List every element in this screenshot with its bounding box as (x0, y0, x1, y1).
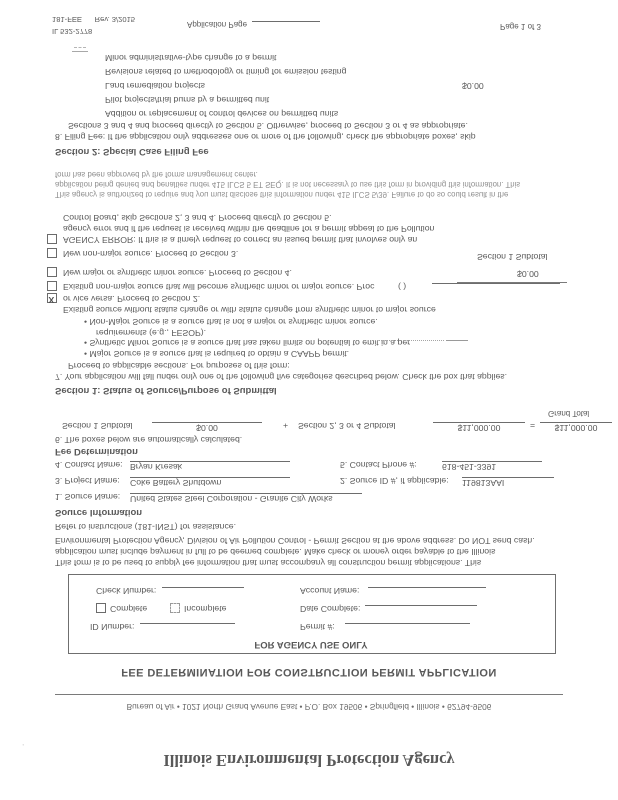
source-name-field[interactable]: United States Steel Corporation - Granite City Works (130, 493, 362, 504)
section234-subtotal-label: Section 2, 3 or 4 Subtotal (298, 421, 396, 431)
complete-checkbox[interactable] (96, 603, 106, 613)
project-name-field[interactable]: Coke Battery Shutdown (130, 477, 290, 488)
fee-determination-heading: Fee Determination (55, 446, 138, 457)
source-id-label: 2. Source ID #, if applicable: (340, 476, 449, 486)
project-name-label: 3. Project Name: (55, 476, 120, 486)
section1-subtotal-value: $0.00 (517, 269, 539, 279)
complete-label: Complete (110, 604, 148, 614)
section1-subtotal-caption: Section 1 Subtotal (477, 252, 548, 262)
faded-dash-artifact (446, 340, 468, 341)
footer-application-page-field[interactable] (252, 21, 320, 32)
grand-total-caption: Grand Total (548, 409, 590, 418)
bullet-synthetic-minor-line2: requirements (e.g., FESOP). (96, 328, 207, 338)
status-option2-text: Existing non-major source that will become synthetic minor or major source. Proc (63, 282, 375, 292)
plus-sign: + (283, 421, 289, 431)
date-complete-label: Date Complete: (300, 604, 361, 614)
section2-intro-line1: 8. Filing Fee: If the application only addresses one or more of the following, check the appropriate boxes, skip (55, 132, 476, 142)
intro-line-2: application must include payment in full to be deemed complete. Make check or money order payable to the Illinois (55, 547, 496, 557)
status-option2-checkbox[interactable] (47, 281, 57, 291)
section2-intro-line2: Sections 3 and 4 and proceed directly to Section 5. Otherwise, proceed to Section 3 or 4 as appropriate. (68, 121, 468, 131)
fine-print-line3: form has been approved by the forms management center. (55, 170, 258, 179)
incomplete-checkbox[interactable] (170, 603, 180, 613)
check-number-field[interactable] (162, 587, 244, 598)
footer-doc-id: IL 532-2778 (52, 27, 93, 36)
status-option5-checkbox[interactable] (47, 234, 57, 244)
status-option2-blank-parens: ( ) (398, 282, 407, 292)
fee-auto-calc-note: 6. The boxes below are automatically calculated. (55, 435, 243, 445)
section2-heading: Section 2: Special Case Filing Fee (55, 146, 209, 157)
scan-speck: · (22, 741, 25, 748)
fine-print-line1: This agency is authorized to require and you must disclose this information under 415 ILCS 5/39. Failure to do so could result in the (55, 190, 509, 199)
status-option5-line2: agency error and if the request is received within the deadline for a permit appeal to the Pollution (63, 224, 435, 234)
status-option5-line3: Control Board, skip Sections 2, 3 and 4. Proceed directly to Section 5. (63, 213, 332, 223)
agency-use-title: FOR AGENCY USE ONLY (254, 639, 368, 650)
contact-phone-label: 5. Contact Phone #: (340, 460, 417, 470)
status-option4-checkbox[interactable] (47, 248, 57, 258)
special-case-item-5: Minor administrative-type change to a permit (105, 53, 277, 63)
source-info-heading: Source Information (55, 507, 143, 518)
special-case-item-4: Revisions related to methodology or timing for emission testing (105, 67, 347, 77)
date-complete-field[interactable] (365, 605, 477, 616)
id-number-field[interactable] (140, 623, 235, 634)
form-title: FEE DETERMINATION FOR CONSTRUCTION PERMIT APPLICATION (121, 666, 497, 678)
footer-application-page-label: Application Page (187, 20, 248, 29)
section1-subtotal-field[interactable]: $0.00 (152, 422, 262, 433)
status-option1-line2: or vice versa. Proceed to Section 2. (63, 294, 201, 304)
status-option4-text: New non-major source. Proceed to Section 3. (63, 249, 239, 259)
bullet-synthetic-minor-line1: • Synthetic Minor Source is a source that has taken limits on potential to emit in a per (84, 338, 411, 348)
account-name-field[interactable] (368, 587, 486, 598)
bullet-nonmajor-source: • Non-Major Source is a source that is not a major or synthetic minor source. (84, 317, 378, 327)
intro-line-1: This form is to be used to supply fee information that must accompany all construction permit applications. This (55, 558, 482, 568)
contact-name-field[interactable]: Bryan Kresak (130, 461, 290, 472)
permit-number-label: Permit #: (300, 622, 335, 632)
contact-phone-field[interactable]: 618-451-3391 (442, 461, 542, 472)
check-number-label: Check Number: (96, 586, 157, 596)
faded-text-artifact (372, 340, 444, 349)
section1-subtotal-rule (457, 282, 567, 283)
section1-subtotal-inline-label: Section 1 Subtotal (62, 421, 133, 431)
source-id-field[interactable]: 119813AAI (462, 477, 554, 488)
intro-line-3: Environmental Protection Agency, Division of Air Pollution Control - Permit Section at the above address. Do NOT send cash. (55, 536, 535, 546)
status-option3-text: New major or synthetic minor source. Proceed to Section 4. (63, 268, 292, 278)
equals-sign: = (530, 421, 536, 431)
intro-line-4: Refer to instructions (181-INST) for assistance. (55, 522, 237, 532)
special-case-item-2: Pilot projects/trial burns by a permitted unit (105, 95, 270, 105)
scan-artifact-mark2 (74, 47, 86, 48)
grand-total-field[interactable]: $11,000.00 (540, 422, 612, 433)
status-option3-checkbox[interactable] (47, 267, 57, 277)
special-case-item-3: Land remediation projects (105, 81, 205, 91)
bullet-major-source: • Major Source is a source that is required to obtain a CAAPP permit. (84, 349, 350, 359)
status-option1-checkmark: X (48, 295, 55, 305)
contact-name-label: 4. Contact Name: (55, 460, 123, 470)
section234-subtotal-field[interactable]: $11,000.00 (433, 422, 525, 433)
header-divider (55, 694, 563, 695)
fine-print-line2: application being denied and penalties under 415 ILCS 5 ET SEQ. It is not necessary to use this form in providing this information. This (55, 180, 521, 189)
special-case-item-1: Addition or replacement of control devices on permitted units (105, 109, 339, 119)
section1-heading: Section 1: Status of Source/Purpose of Submittal (55, 385, 277, 396)
status-option2-blank-field[interactable] (432, 283, 560, 294)
status-option1-line1: Existing source without status change or with status change from synthetic minor to major source (63, 305, 436, 315)
source-name-label: 1. Source Name: (55, 492, 121, 502)
footer-page-indicator: Page 1 of 3 (500, 22, 541, 31)
bureau-address-line: Bureau of Air • 1021 North Grand Avenue East • P.O. Box 19506 • Springfield • Illinois • 62794-9506 (126, 702, 492, 712)
scan-artifact-mark (72, 51, 88, 52)
incomplete-label: Incomplete (184, 604, 227, 614)
footer-form-number: 181-FEE Rev. 3/2015 (52, 15, 136, 24)
section2-subtotal-value: $0.00 (462, 81, 484, 91)
status-option5-line1: AGENCY ERROR: If this is a timely request to correct an issued permit that involves only an (63, 235, 418, 245)
account-name-label: Account Name: (300, 586, 360, 596)
section1-intro-line1: 7. Your application will fall under only one of the following five categories described below. Check the box that applies. (55, 372, 508, 382)
section1-intro-line2: Proceed to applicable sections. For purposes of this form: (68, 361, 290, 371)
permit-number-field[interactable] (345, 623, 470, 634)
agency-title: Illinois Environmental Protection Agency (163, 751, 455, 770)
id-number-label: ID Number: (90, 622, 135, 632)
